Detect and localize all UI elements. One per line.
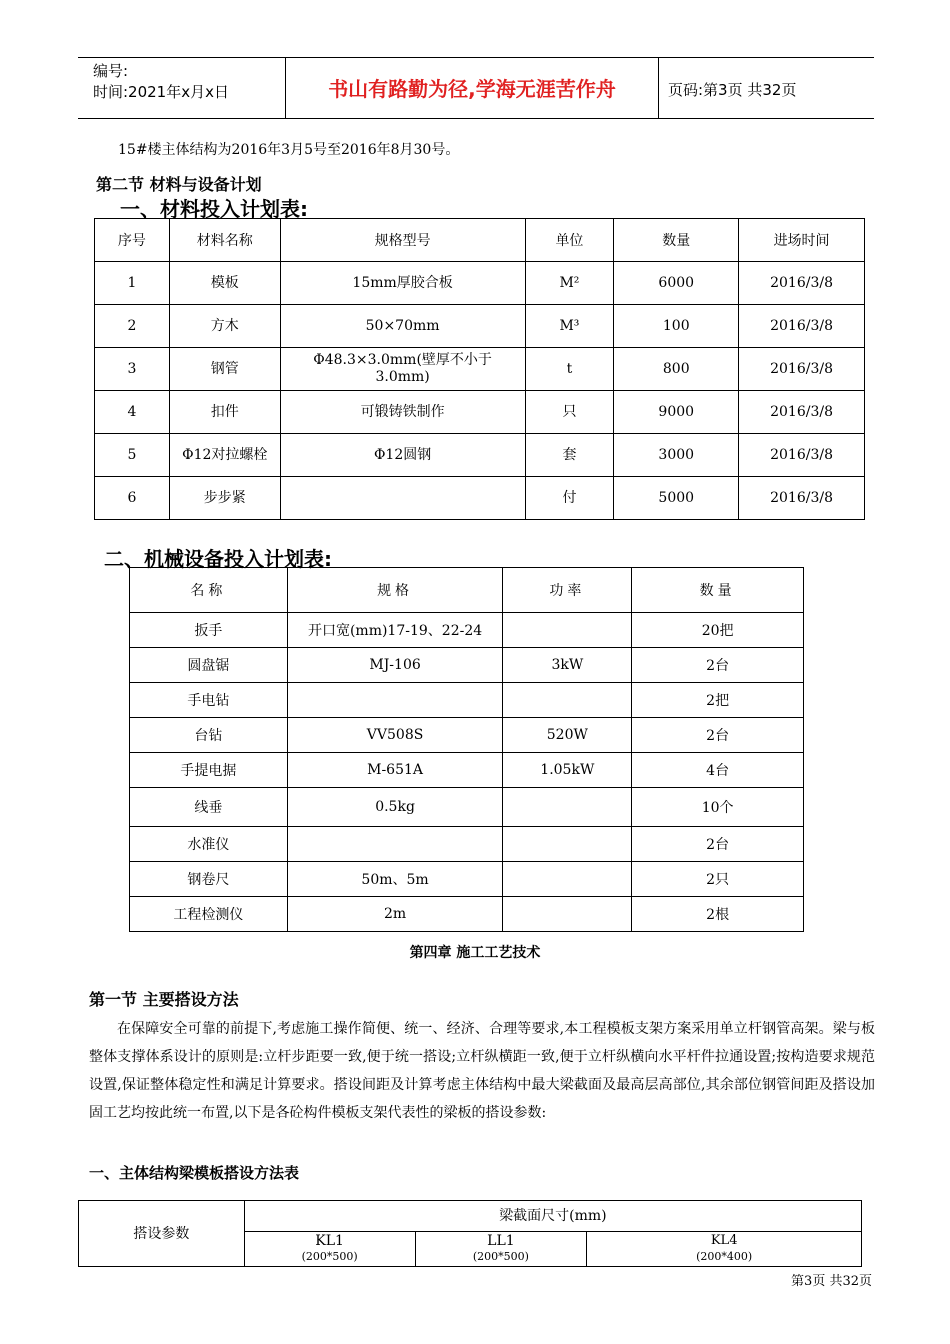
beam-size: (200*500) — [472, 1250, 529, 1263]
table-row — [130, 897, 804, 932]
beam-cell — [587, 1232, 862, 1267]
cell: MJ-106 — [287, 648, 503, 683]
cell: 钢管 — [169, 348, 280, 391]
header-top-rule — [78, 57, 874, 58]
beam-name: KL4 — [710, 1233, 738, 1248]
param-label: 搭设参数 — [79, 1201, 245, 1267]
header-bottom-rule — [78, 118, 874, 119]
cell — [503, 613, 632, 648]
section1-body: 在保障安全可靠的前提下,考虑施工操作简便、统一、经济、合理等要求,本工程模板支架方案采用单立杆钢管高架。梁与板整体支撑体系设计的原则是:立杆步距要一致,便于统一搭设;立杆纵横距一致,便于立杆纵横向水平杆件拉通设置;按构造要求规范设置,保证整体稳定性和满足计算要求。搭设间距及计算考虑主体结构中最大梁截面及最高层高部位,其余部位钢管间距及搭设加固工艺均按此统一布置,以下是各砼构件模板支架代表性的梁板的搭设参数: — [89, 1021, 875, 1121]
cell — [280, 477, 525, 520]
cell: 2016/3/8 — [739, 305, 865, 348]
cell: 3000 — [614, 434, 739, 477]
cell: 3 — [95, 348, 170, 391]
cell: 手电钻 — [130, 683, 288, 718]
cell: 50m、5m — [287, 862, 503, 897]
beam-cell — [415, 1232, 587, 1267]
equipment-table — [129, 567, 804, 932]
cell: 付 — [525, 477, 614, 520]
cell: 2016/3/8 — [739, 391, 865, 434]
table-row — [130, 827, 804, 862]
header-cell: 材料名称 — [169, 219, 280, 262]
cell: 5000 — [614, 477, 739, 520]
time-label: 时间:2021年x月x日 — [93, 83, 229, 101]
header-cell: 进场时间 — [739, 219, 865, 262]
cell — [503, 683, 632, 718]
cell: 2016/3/8 — [739, 477, 865, 520]
cell: 520W — [503, 718, 632, 753]
cell: Φ12圆钢 — [280, 434, 525, 477]
cell: Φ48.3×3.0mm(壁厚不小于3.0mm) — [280, 348, 525, 391]
cell: 2 — [95, 305, 170, 348]
cell: 15mm厚胶合板 — [280, 262, 525, 305]
table-header-row — [95, 219, 865, 262]
cell: 开口宽(mm)17-19、22-24 — [287, 613, 503, 648]
cell: 2台 — [632, 648, 804, 683]
beam-size: (200*500) — [301, 1250, 358, 1263]
cell: 4台 — [632, 753, 804, 788]
cell: VV508S — [287, 718, 503, 753]
header-cell: 规格 — [287, 568, 503, 613]
beam-section-title: 一、主体结构梁模板搭设方法表 — [89, 1164, 300, 1182]
cell — [503, 862, 632, 897]
section1-title: 第一节 主要搭设方法 — [89, 990, 239, 1009]
cell: 扣件 — [169, 391, 280, 434]
cell — [287, 683, 503, 718]
beam-cell — [244, 1232, 415, 1267]
cell: 套 — [525, 434, 614, 477]
cell: 2台 — [632, 827, 804, 862]
cell: 10个 — [632, 788, 804, 827]
section2-title: 第二节 材料与设备计划 — [96, 175, 262, 194]
cell: Φ12对拉螺栓 — [169, 434, 280, 477]
cell: 2m — [287, 897, 503, 932]
cell: 2台 — [632, 718, 804, 753]
motto: 书山有路勤为径,学海无涯苦作舟 — [328, 77, 616, 101]
cell: 800 — [614, 348, 739, 391]
table-row — [95, 262, 865, 305]
cell: 工程检测仪 — [130, 897, 288, 932]
table-row — [130, 683, 804, 718]
cell: 圆盘锯 — [130, 648, 288, 683]
materials-title: 一、材料投入计划表: — [120, 197, 308, 221]
cell: 100 — [614, 305, 739, 348]
page-footer: 第3页 共32页 — [791, 1274, 872, 1289]
cell: 线垂 — [130, 788, 288, 827]
table-row — [130, 862, 804, 897]
cell: 6000 — [614, 262, 739, 305]
header-cell: 数量 — [614, 219, 739, 262]
beam-table — [78, 1200, 862, 1267]
header-cell: 单位 — [525, 219, 614, 262]
cell: 3kW — [503, 648, 632, 683]
table-row — [95, 305, 865, 348]
header-cell: 功率 — [503, 568, 632, 613]
cell: 水准仪 — [130, 827, 288, 862]
cell: 模板 — [169, 262, 280, 305]
table-row — [95, 391, 865, 434]
cell: 2016/3/8 — [739, 348, 865, 391]
cell: 手提电据 — [130, 753, 288, 788]
table-row — [130, 648, 804, 683]
cell: 2根 — [632, 897, 804, 932]
table-row — [130, 718, 804, 753]
cell: 6 — [95, 477, 170, 520]
cell — [503, 897, 632, 932]
cell: 钢卷尺 — [130, 862, 288, 897]
chapter4-title: 第四章 施工工艺技术 — [409, 945, 541, 961]
cell: t — [525, 348, 614, 391]
cell: M² — [525, 262, 614, 305]
table-row — [95, 348, 865, 391]
table-row — [130, 788, 804, 827]
cell: 步步紧 — [169, 477, 280, 520]
cell: 9000 — [614, 391, 739, 434]
cell: M³ — [525, 305, 614, 348]
table-header-row — [130, 568, 804, 613]
table-row — [79, 1201, 862, 1232]
cell: 只 — [525, 391, 614, 434]
cell — [287, 827, 503, 862]
header-cell: 数量 — [632, 568, 804, 613]
table-row — [130, 753, 804, 788]
number-label: 编号: — [93, 62, 129, 80]
beam-name: KL1 — [315, 1233, 344, 1249]
header-cell: 序号 — [95, 219, 170, 262]
header-divider — [658, 57, 659, 118]
cell: 可锻铸铁制作 — [280, 391, 525, 434]
section-header: 梁截面尺寸(mm) — [244, 1201, 861, 1232]
beam-size: (200*400) — [696, 1250, 753, 1263]
materials-table — [94, 218, 865, 520]
table-row — [95, 477, 865, 520]
beam-name: LL1 — [487, 1233, 515, 1249]
cell: 台钻 — [130, 718, 288, 753]
table-row — [95, 434, 865, 477]
cell: 2016/3/8 — [739, 262, 865, 305]
header-left — [93, 61, 229, 103]
cell: 2016/3/8 — [739, 434, 865, 477]
cell: 1 — [95, 262, 170, 305]
cell: 2把 — [632, 683, 804, 718]
header-cell: 规格型号 — [280, 219, 525, 262]
cell — [503, 788, 632, 827]
cell — [503, 827, 632, 862]
cell: 2只 — [632, 862, 804, 897]
header-cell: 名称 — [130, 568, 288, 613]
cell: 20把 — [632, 613, 804, 648]
intro-line: 15#楼主体结构为2016年3月5号至2016年8月30号。 — [118, 142, 460, 158]
equipment-title: 二、机械设备投入计划表: — [104, 547, 332, 571]
cell: 5 — [95, 434, 170, 477]
table-row — [130, 613, 804, 648]
cell: M-651A — [287, 753, 503, 788]
cell: 方木 — [169, 305, 280, 348]
cell: 50×70mm — [280, 305, 525, 348]
cell: 4 — [95, 391, 170, 434]
cell: 扳手 — [130, 613, 288, 648]
cell: 0.5kg — [287, 788, 503, 827]
cell: 1.05kW — [503, 753, 632, 788]
page-label: 页码:第3页 共32页 — [668, 81, 797, 99]
